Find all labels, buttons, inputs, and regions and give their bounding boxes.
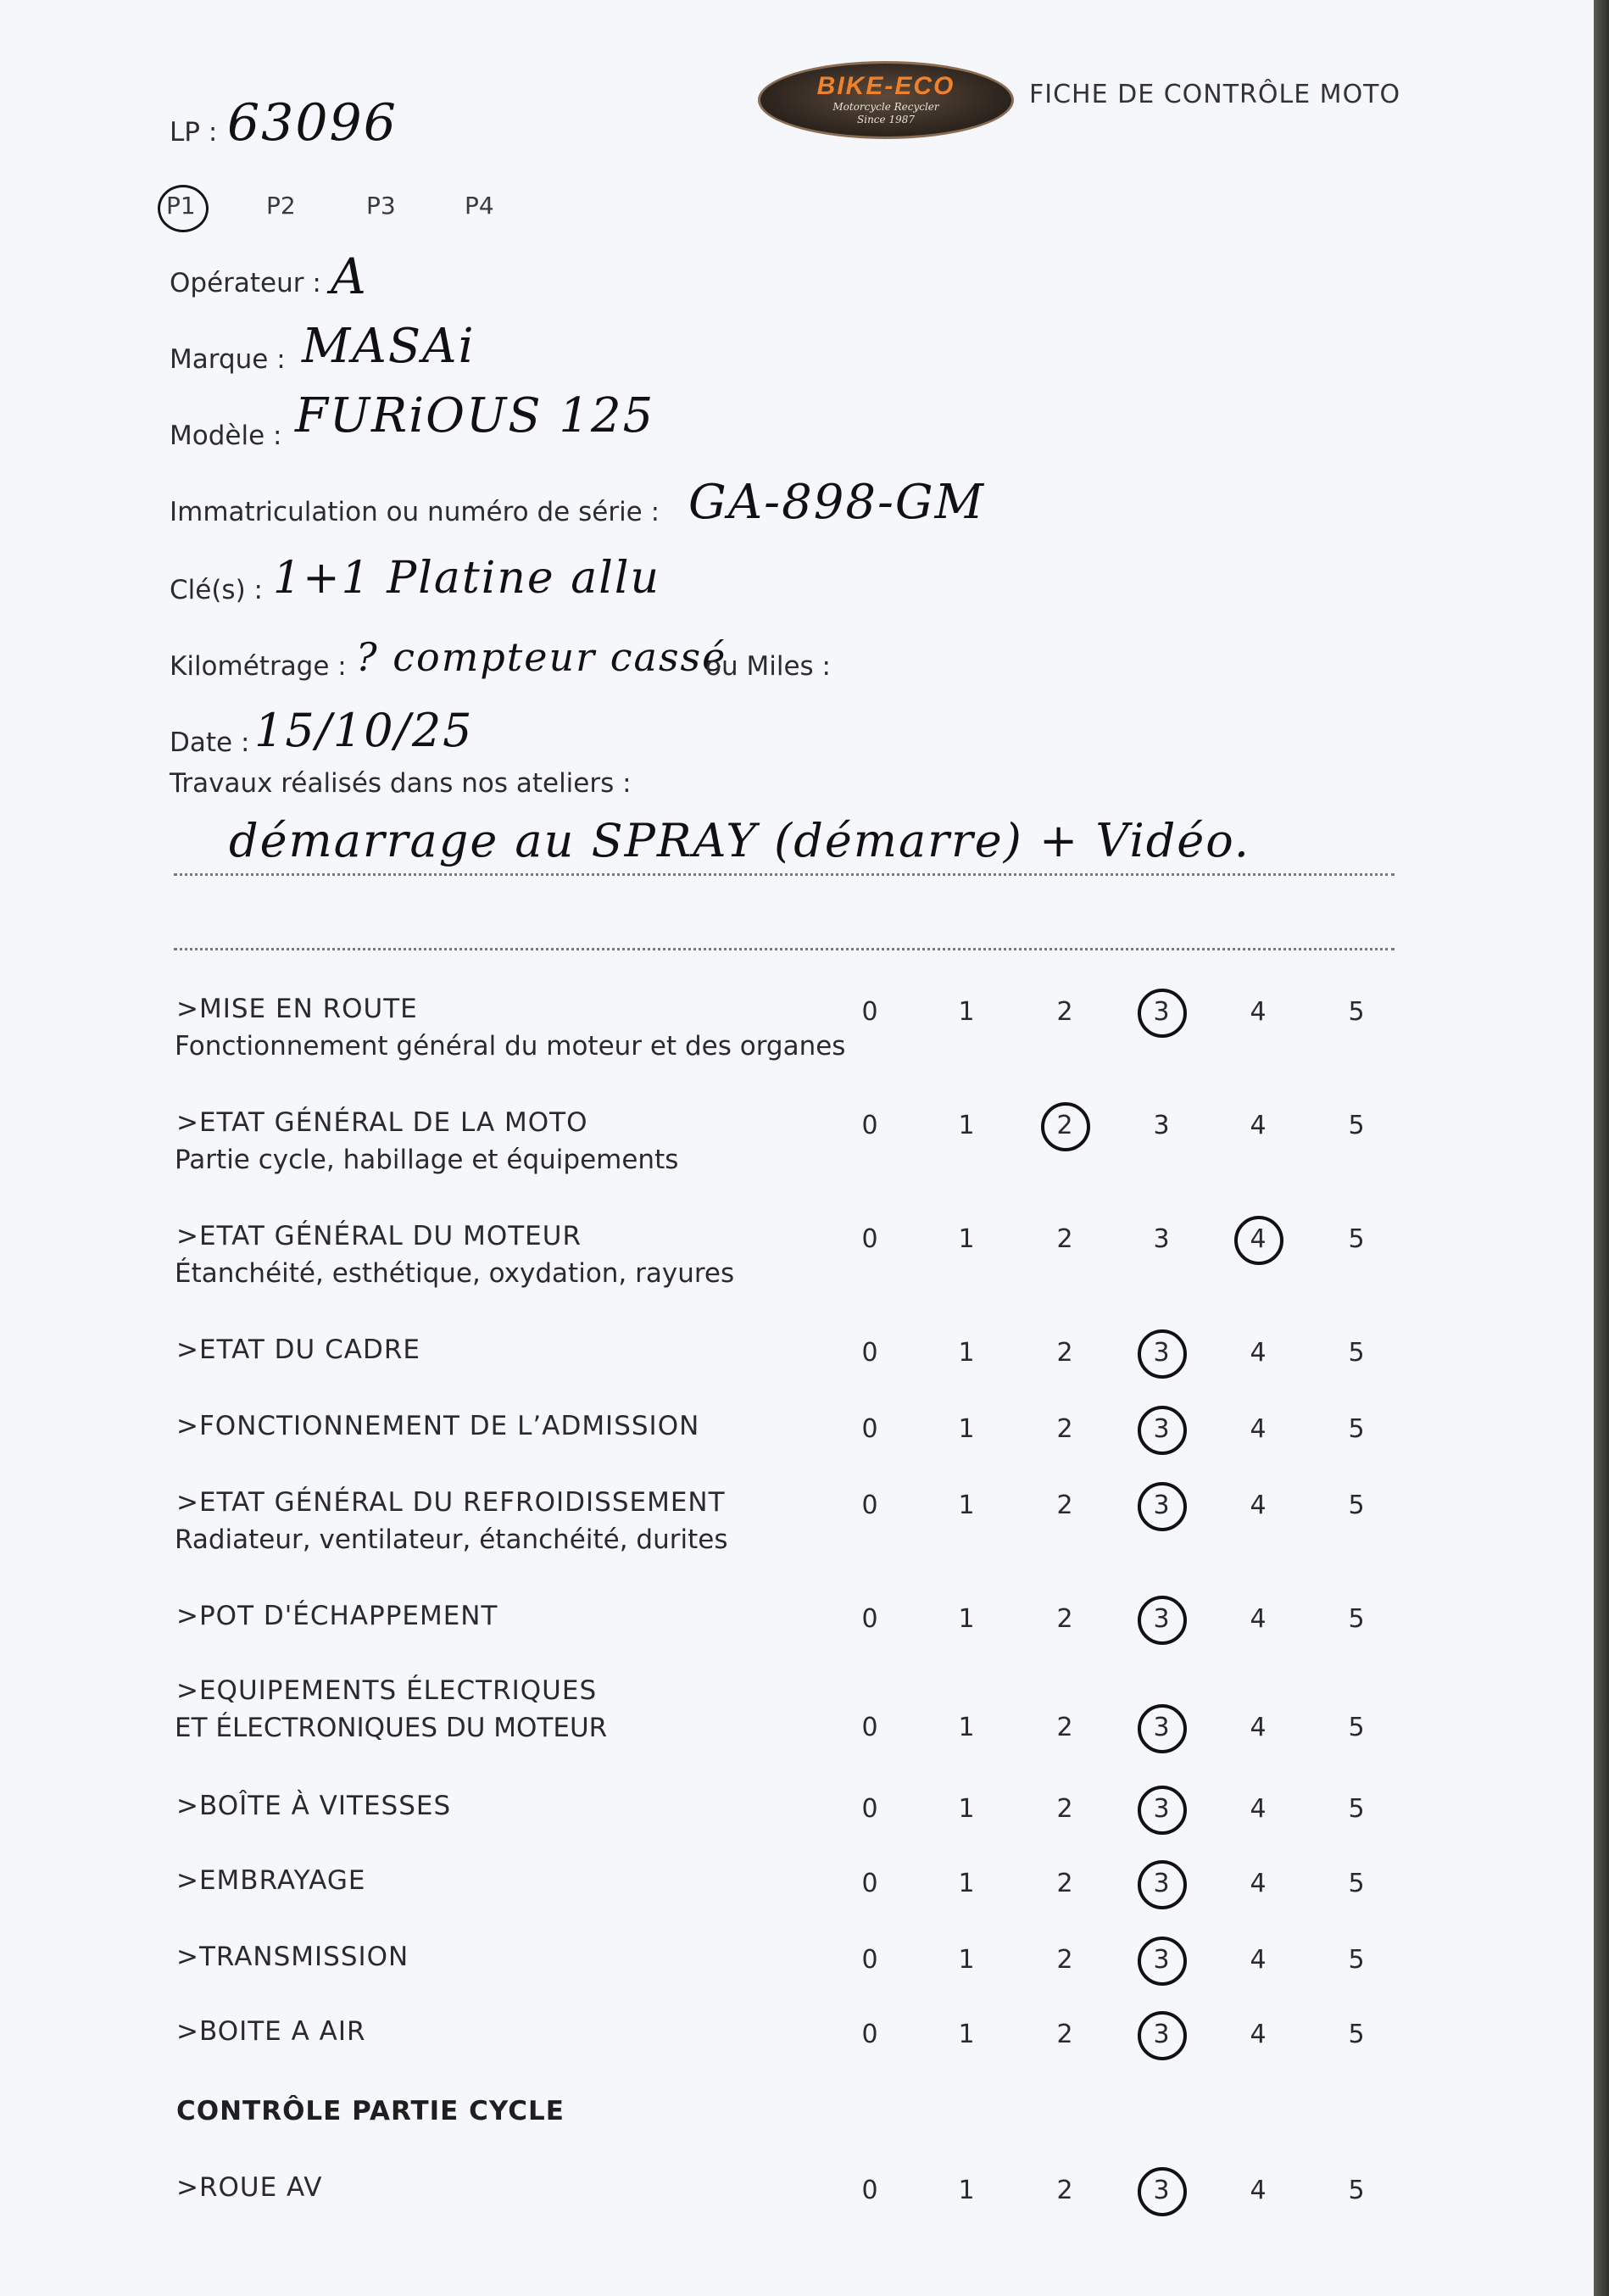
score-option-2[interactable]: 2 bbox=[1056, 1794, 1073, 1824]
score-option-3[interactable]: 3 bbox=[1144, 1414, 1178, 1444]
score-option-3[interactable]: 3 bbox=[1144, 997, 1178, 1027]
position-option-p2[interactable]: P2 bbox=[266, 192, 296, 220]
score-option-4[interactable]: 4 bbox=[1250, 2020, 1267, 2049]
score-option-5[interactable]: 5 bbox=[1348, 1491, 1365, 1520]
score-option-1[interactable]: 1 bbox=[958, 1794, 975, 1824]
score-option-0[interactable]: 0 bbox=[861, 1224, 878, 1254]
registration-label: Immatriculation ou numéro de série : bbox=[170, 497, 660, 527]
score-option-5[interactable]: 5 bbox=[1348, 1869, 1365, 1898]
date-value[interactable]: 15/10/25 bbox=[254, 704, 474, 757]
score-option-1[interactable]: 1 bbox=[958, 2176, 975, 2205]
score-option-1[interactable]: 1 bbox=[958, 1869, 975, 1898]
position-option-p4[interactable]: P4 bbox=[465, 192, 494, 220]
score-option-0[interactable]: 0 bbox=[861, 1945, 878, 1975]
score-option-2[interactable]: 2 bbox=[1056, 1414, 1073, 1444]
score-option-2[interactable]: 2 bbox=[1048, 1111, 1082, 1140]
checklist-item-subtitle: Fonctionnement général du moteur et des organes bbox=[175, 1031, 846, 1062]
score-option-0[interactable]: 0 bbox=[861, 1794, 878, 1824]
score-option-4[interactable]: 4 bbox=[1250, 1713, 1267, 1742]
checklist-item-subtitle: Radiateur, ventilateur, étanchéité, durites bbox=[175, 1524, 728, 1555]
score-option-0[interactable]: 0 bbox=[861, 1491, 878, 1520]
brand-value[interactable]: MASAi bbox=[302, 319, 476, 374]
keys-label: Clé(s) : bbox=[170, 575, 263, 605]
score-option-5[interactable]: 5 bbox=[1348, 1713, 1365, 1742]
score-option-5[interactable]: 5 bbox=[1348, 2176, 1365, 2205]
works-label: Travaux réalisés dans nos ateliers : bbox=[170, 768, 632, 799]
score-option-4[interactable]: 4 bbox=[1250, 2176, 1267, 2205]
score-option-4[interactable]: 4 bbox=[1250, 1414, 1267, 1444]
sheet-shadow-edge bbox=[1594, 0, 1609, 2296]
score-option-5[interactable]: 5 bbox=[1348, 1111, 1365, 1140]
checklist-item-title: >FONCTIONNEMENT DE L’ADMISSION bbox=[176, 1411, 700, 1441]
miles-label: ou Miles : bbox=[705, 651, 831, 682]
model-label: Modèle : bbox=[170, 421, 282, 451]
score-option-2[interactable]: 2 bbox=[1056, 1491, 1073, 1520]
score-option-0[interactable]: 0 bbox=[861, 1604, 878, 1634]
brand-label: Marque : bbox=[170, 344, 286, 375]
score-option-1[interactable]: 1 bbox=[958, 2020, 975, 2049]
checklist-item-title: >MISE EN ROUTE bbox=[176, 994, 418, 1024]
score-option-1[interactable]: 1 bbox=[958, 1713, 975, 1742]
checklist-item-subtitle: Étanchéité, esthétique, oxydation, rayures bbox=[175, 1258, 735, 1289]
score-option-4[interactable]: 4 bbox=[1250, 1869, 1267, 1898]
logo-text: BIKE-ECO bbox=[816, 72, 955, 100]
score-option-0[interactable]: 0 bbox=[861, 2020, 878, 2049]
works-line-2 bbox=[174, 948, 1395, 950]
score-option-4[interactable]: 4 bbox=[1250, 1604, 1267, 1634]
score-option-0[interactable]: 0 bbox=[861, 1869, 878, 1898]
section-cycle-title: CONTRÔLE PARTIE CYCLE bbox=[176, 2096, 565, 2126]
score-option-5[interactable]: 5 bbox=[1348, 1414, 1365, 1444]
score-option-3[interactable]: 3 bbox=[1144, 1491, 1178, 1520]
score-option-2[interactable]: 2 bbox=[1056, 1945, 1073, 1975]
bike-eco-logo bbox=[758, 61, 1014, 139]
works-value[interactable]: démarrage au SPRAY (démarre) + Vidéo. bbox=[229, 814, 1250, 867]
score-option-4[interactable]: 4 bbox=[1250, 1794, 1267, 1824]
checklist-item-subtitle: Partie cycle, habillage et équipements bbox=[175, 1145, 679, 1175]
score-option-2[interactable]: 2 bbox=[1056, 1869, 1073, 1898]
score-option-2[interactable]: 2 bbox=[1056, 1713, 1073, 1742]
checklist-item-title: >EMBRAYAGE bbox=[176, 1865, 366, 1896]
checklist-item-title: >BOITE A AIR bbox=[176, 2016, 366, 2047]
score-option-3[interactable]: 3 bbox=[1144, 1945, 1178, 1975]
score-option-3[interactable]: 3 bbox=[1144, 1794, 1178, 1824]
registration-value[interactable]: GA-898-GM bbox=[688, 475, 985, 530]
form-title: FICHE DE CONTRÔLE MOTO bbox=[1029, 80, 1401, 109]
keys-value[interactable]: 1+1 Platine allu bbox=[273, 553, 660, 604]
model-value[interactable]: FURiOUS 125 bbox=[295, 388, 655, 443]
operator-label: Opérateur : bbox=[170, 268, 321, 298]
date-label: Date : bbox=[170, 727, 250, 758]
logo-since: Since 1987 bbox=[857, 114, 915, 125]
score-option-1[interactable]: 1 bbox=[958, 1491, 975, 1520]
checklist-item-title: >ETAT DU CADRE bbox=[176, 1335, 420, 1365]
score-option-2[interactable]: 2 bbox=[1056, 1338, 1073, 1368]
lp-value[interactable]: 63096 bbox=[227, 93, 398, 153]
score-option-0[interactable]: 0 bbox=[861, 1713, 878, 1742]
checklist-item-title: >TRANSMISSION bbox=[176, 1942, 409, 1972]
score-option-5[interactable]: 5 bbox=[1348, 1945, 1365, 1975]
mileage-label: Kilométrage : bbox=[170, 651, 347, 682]
score-option-3[interactable]: 3 bbox=[1144, 1604, 1178, 1634]
score-option-1[interactable]: 1 bbox=[958, 1945, 975, 1975]
operator-value[interactable]: A bbox=[331, 248, 368, 305]
logo-tagline: Motorcycle Recycler bbox=[832, 101, 939, 113]
score-option-0[interactable]: 0 bbox=[861, 997, 878, 1027]
checklist-item-title: >ETAT GÉNÉRAL DU REFROIDISSEMENT bbox=[176, 1487, 726, 1518]
score-option-1[interactable]: 1 bbox=[958, 997, 975, 1027]
score-option-2[interactable]: 2 bbox=[1056, 1604, 1073, 1634]
score-option-4[interactable]: 4 bbox=[1250, 1945, 1267, 1975]
score-option-4[interactable]: 4 bbox=[1250, 1338, 1267, 1368]
score-option-4[interactable]: 4 bbox=[1241, 1224, 1275, 1254]
score-option-5[interactable]: 5 bbox=[1348, 997, 1365, 1027]
score-option-1[interactable]: 1 bbox=[958, 1604, 975, 1634]
score-option-3[interactable]: 3 bbox=[1144, 1713, 1178, 1742]
score-option-4[interactable]: 4 bbox=[1250, 1111, 1267, 1140]
score-option-5[interactable]: 5 bbox=[1348, 1224, 1365, 1254]
score-option-1[interactable]: 1 bbox=[958, 1111, 975, 1140]
score-option-0[interactable]: 0 bbox=[861, 1414, 878, 1444]
score-option-3[interactable]: 3 bbox=[1153, 1111, 1170, 1140]
score-option-3[interactable]: 3 bbox=[1144, 1869, 1178, 1898]
score-option-5[interactable]: 5 bbox=[1348, 1604, 1365, 1634]
position-option-p3[interactable]: P3 bbox=[366, 192, 396, 220]
score-option-3[interactable]: 3 bbox=[1153, 1224, 1170, 1254]
score-option-4[interactable]: 4 bbox=[1250, 1491, 1267, 1520]
score-option-2[interactable]: 2 bbox=[1056, 1224, 1073, 1254]
mileage-value[interactable]: ? compteur cassé bbox=[356, 634, 727, 680]
checklist-item-title: >ROUE AV bbox=[176, 2172, 323, 2203]
lp-label: LP : bbox=[170, 117, 218, 148]
score-option-0[interactable]: 0 bbox=[861, 2176, 878, 2205]
score-option-2[interactable]: 2 bbox=[1056, 2176, 1073, 2205]
checklist-item-title: >POT D'ÉCHAPPEMENT bbox=[176, 1601, 498, 1631]
score-option-5[interactable]: 5 bbox=[1348, 2020, 1365, 2049]
works-line-1 bbox=[174, 873, 1395, 876]
score-option-2[interactable]: 2 bbox=[1056, 997, 1073, 1027]
checklist-item-title: >ETAT GÉNÉRAL DE LA MOTO bbox=[176, 1107, 588, 1138]
score-option-3[interactable]: 3 bbox=[1144, 2020, 1178, 2049]
checklist-item-title: >ETAT GÉNÉRAL DU MOTEUR bbox=[176, 1221, 582, 1251]
score-option-3[interactable]: 3 bbox=[1144, 1338, 1178, 1368]
checklist-item-title: >EQUIPEMENTS ÉLECTRIQUES bbox=[176, 1675, 598, 1706]
score-option-5[interactable]: 5 bbox=[1348, 1338, 1365, 1368]
score-option-0[interactable]: 0 bbox=[861, 1111, 878, 1140]
score-option-1[interactable]: 1 bbox=[958, 1338, 975, 1368]
score-option-5[interactable]: 5 bbox=[1348, 1794, 1365, 1824]
checklist-item-title: >BOÎTE À VITESSES bbox=[176, 1791, 452, 1821]
score-option-3[interactable]: 3 bbox=[1144, 2176, 1178, 2205]
score-option-1[interactable]: 1 bbox=[958, 1224, 975, 1254]
checklist-item-subtitle: ET ÉLECTRONIQUES DU MOTEUR bbox=[175, 1713, 608, 1743]
position-selected-circle bbox=[158, 185, 209, 232]
score-option-1[interactable]: 1 bbox=[958, 1414, 975, 1444]
score-option-2[interactable]: 2 bbox=[1056, 2020, 1073, 2049]
position-option-p1[interactable]: P1 bbox=[166, 192, 196, 220]
score-option-4[interactable]: 4 bbox=[1250, 997, 1267, 1027]
score-option-0[interactable]: 0 bbox=[861, 1338, 878, 1368]
